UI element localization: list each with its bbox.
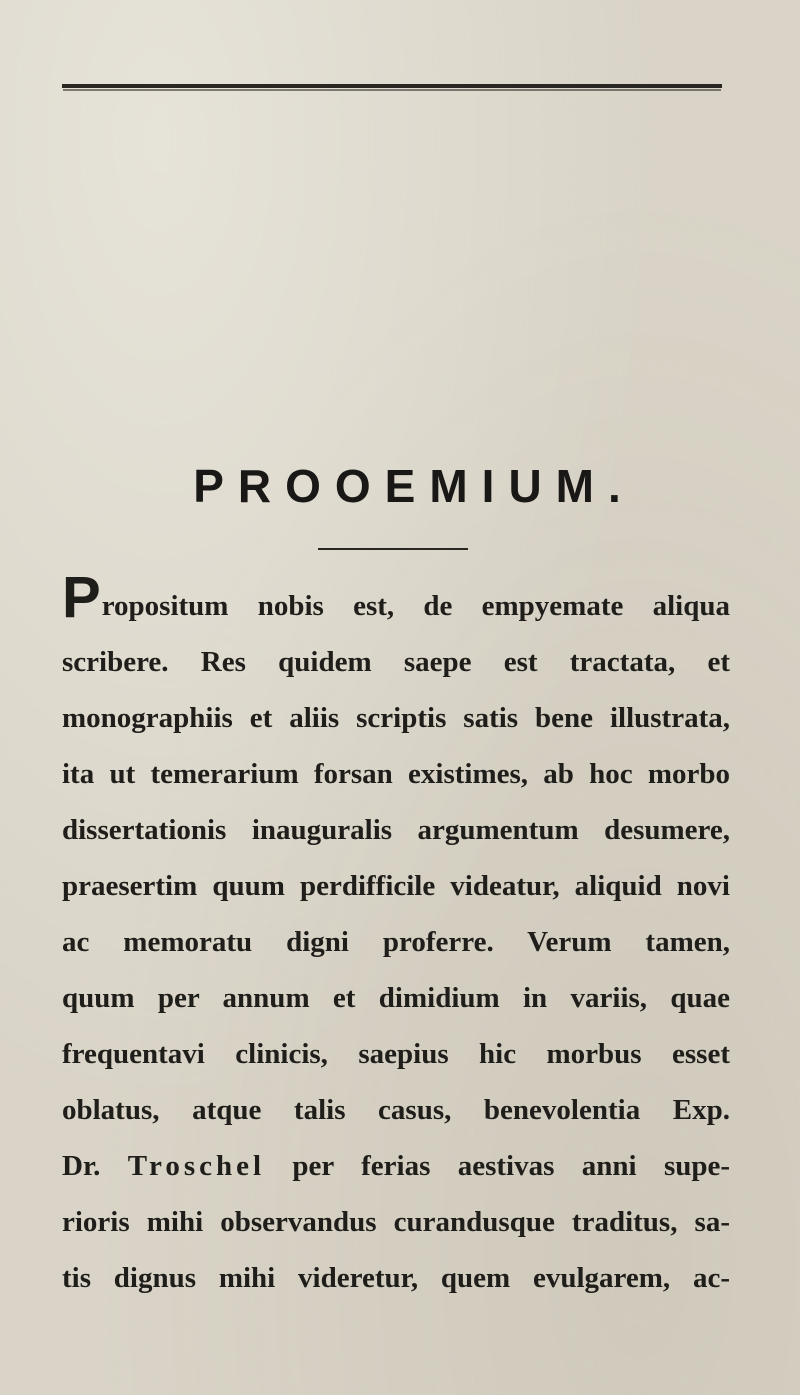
text-line-2: scribere. Res quidem saepe est tractata, et [62,646,730,678]
text-line-10: oblatus, atque talis casus, benevolentia Exp. [62,1094,730,1126]
text-line-1: Propositum nobis est, de empyemate aliqua [62,565,730,630]
text-line-12: rioris mihi observandus curandusque traditus, sa- [62,1206,730,1238]
body-paragraph [62,565,731,1306]
text-line-13: tis dignus mihi videretur, quem evulgarem, ac- [62,1262,730,1294]
text-line-5: dissertationis inauguralis argumentum desumere, [62,814,730,846]
text-line-3: monographiis et aliis scriptis satis bene illustrata, [62,702,730,734]
text-line-4: ita ut temerarium forsan existimes, ab hoc morbo [62,758,730,790]
section-heading: PROOEMIUM. [193,460,635,512]
top-rule [62,84,722,88]
heading-divider [318,548,468,550]
text-line-7: ac memoratu digni proferre. Verum tamen, [62,926,730,958]
drop-cap: P [62,565,101,630]
text-line-9: frequentavi clinicis, saepius hic morbus esset [62,1038,730,1070]
text-line-6: praesertim quum perdifficile videatur, aliquid novi [62,870,730,902]
text-line-8: quum per annum et dimidium in variis, quae [62,982,730,1014]
text-line-11: Dr. Troschel per ferias aestivas anni supe- [62,1150,731,1182]
person-name: Troschel [127,1150,266,1182]
